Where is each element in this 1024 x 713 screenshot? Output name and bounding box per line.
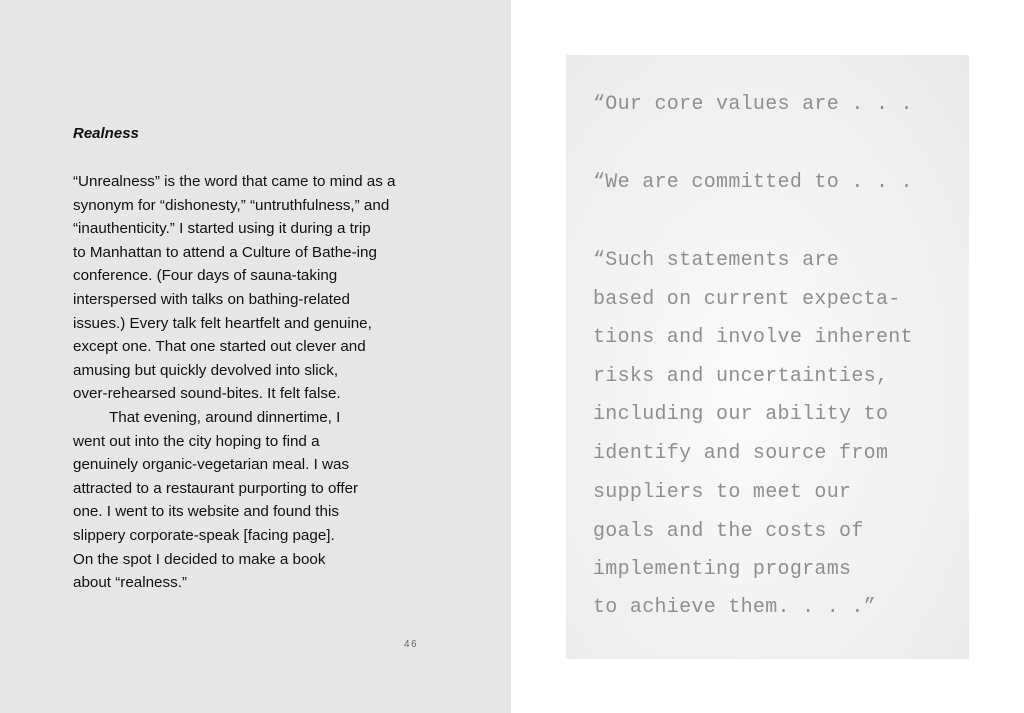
typed-line: identify and source from <box>593 442 889 465</box>
body-line: to Manhattan to attend a Culture of Bathe-ing <box>73 243 377 261</box>
typed-line: including our ability to <box>593 403 889 426</box>
body-line: On the spot I decided to make a book <box>73 550 326 568</box>
body-line: amusing but quickly devolved into slick, <box>73 361 339 379</box>
body-line: “Unrealness” is the word that came to mind as a <box>73 173 396 190</box>
body-line: slippery corporate-speak [facing page]. <box>73 526 335 544</box>
body-line: about “realness.” <box>73 574 187 592</box>
body-line: attracted to a restaurant purporting to offer <box>73 479 359 497</box>
typed-line: based on current expecta- <box>593 288 901 311</box>
body-line: “inauthenticity.” I started using it during a trip <box>73 220 371 238</box>
body-line: conference. (Four days of sauna-taking <box>73 267 338 285</box>
typewritten-quote-image <box>566 55 969 659</box>
left-page <box>0 0 511 713</box>
typed-line: to achieve them. . . .” <box>593 596 876 619</box>
typed-line: implementing programs <box>593 558 852 581</box>
body-line: synonym for “dishonesty,” “untruthfulness,” and <box>73 196 390 214</box>
body-line: one. I went to its website and found this <box>73 503 339 521</box>
typed-line: goals and the costs of <box>593 520 864 543</box>
body-line: issues.) Every talk felt heartfelt and genuine, <box>73 314 372 332</box>
body-text <box>73 170 443 595</box>
typed-line: tions and involve inherent <box>593 326 913 349</box>
page-number: 46 <box>404 639 419 650</box>
body-line: except one. That one started out clever and <box>73 338 366 356</box>
body-line: genuinely organic-vegetarian meal. I was <box>73 456 350 474</box>
body-line: interspersed with talks on bathing-related <box>73 290 350 308</box>
typed-line: suppliers to meet our <box>593 481 852 504</box>
body-line: That evening, around dinnertime, I <box>109 408 341 426</box>
typed-line: “Our core values are . . . <box>593 93 913 116</box>
body-line: went out into the city hoping to find a <box>73 432 320 450</box>
typed-line: risks and uncertainties, <box>593 365 889 388</box>
typed-line: “Such statements are <box>593 249 840 272</box>
typed-line: “We are committed to . . . <box>593 171 913 194</box>
section-heading: Realness <box>73 125 139 142</box>
body-line: over-rehearsed sound-bites. It felt false. <box>73 385 341 403</box>
